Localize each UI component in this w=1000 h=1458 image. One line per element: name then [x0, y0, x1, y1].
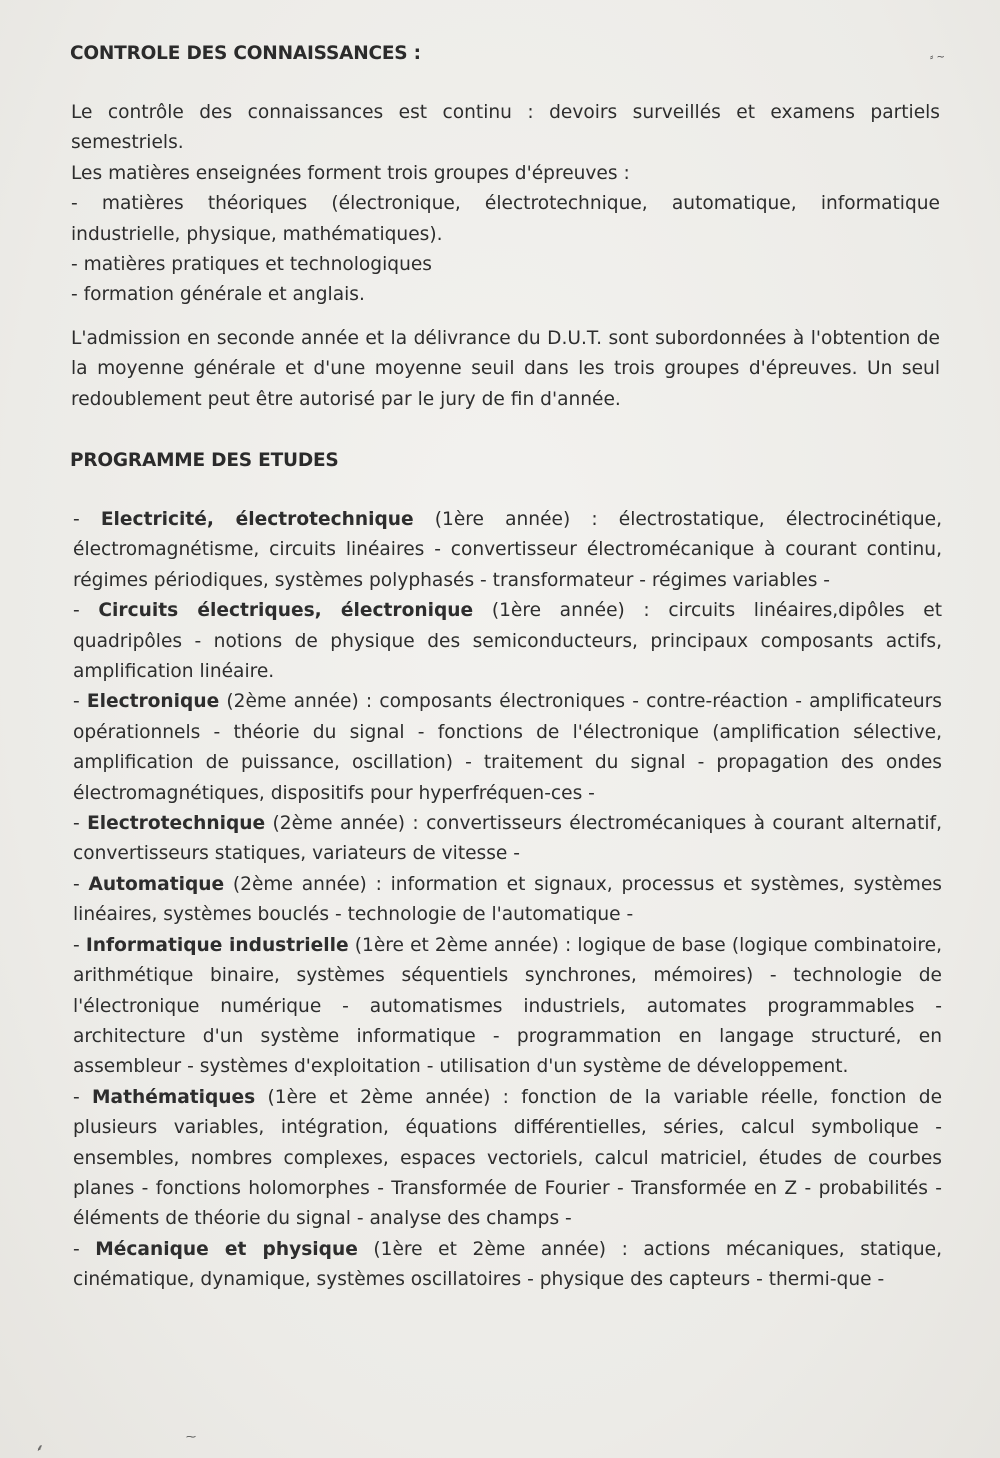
course-description: (1ère année) : circuits linéaires,dipôles et quadripôles - notions de physique des semiconducteurs, principaux composants actifs, amplification linéaire. [73, 600, 943, 683]
course-prefix: - [73, 600, 99, 622]
course-prefix: - [73, 509, 101, 530]
course-description: (2ème année) : convertisseurs électromécaniques à courant alternatif, convertisseurs statiques, variateurs de vitesse - [73, 813, 942, 865]
course-description: (1ère année) : électrostatique, électrocinétique, électromagnétisme, circuits linéaires - convertisseur électromécanique à courant continu, régimes périodiques, systèmes polyphasés - transformateur - régimes variables - [73, 509, 943, 591]
scan-speck-mark: ⸗ ~ [930, 52, 945, 63]
course-item [73, 596, 942, 687]
course-description: (2ème année) : information et signaux, processus et systèmes, systèmes linéaires, systèmes bouclés - technologie de l'automatique - [73, 873, 942, 926]
controle-line: Le contrôle des connaissances est continu : devoirs surveillés et examens partiels semestriels. [71, 102, 940, 154]
controle-line: - matières pratiques et technologiques [71, 254, 432, 276]
course-item [73, 870, 942, 931]
course-item [73, 505, 942, 596]
course-item [73, 1235, 942, 1296]
course-description: (1ère et 2ème année) : actions mécaniques, statique, cinématique, dynamique, systèmes oscillatoires - physique des capteurs - thermi-que - [73, 1238, 943, 1291]
course-subject: Automatique [88, 873, 225, 895]
course-subject: Circuits électriques, électronique [98, 600, 474, 622]
section-heading-controle: CONTROLE DES CONNAISSANCES : [70, 43, 421, 64]
course-subject: Electronique [86, 691, 220, 713]
course-item [73, 1083, 942, 1235]
course-subject: Electrotechnique [87, 813, 266, 835]
course-subject: Mathématiques [92, 1086, 256, 1108]
course-item [73, 687, 942, 809]
controle-line: - formation générale et anglais. [71, 284, 365, 306]
course-description: (1ère et 2ème année) : fonction de la variable réelle, fonction de plusieurs variables, intégration, équations différentielles, séries, calcul symbolique - ensembles, nombres complexes, espaces vectoriels, calcul matriciel, études de courbes planes - fonctions holomorphes - Transformée de Fourier - Transformée en Z - probabilités - éléments de théorie du signal - analyse des champs - [73, 1086, 943, 1230]
course-prefix: - [73, 691, 87, 713]
course-prefix: - [73, 1238, 96, 1260]
course-description: (1ère et 2ème année) : logique de base (logique combinatoire, arithmétique binaire, systèmes séquentiels synchrones, mémoires) - technologie de l'électronique numérique - automatismes industriels, automates programmables - architecture d'un système informatique - programmation en langage structuré, en assembleur - systèmes d'exploitation - utilisation d'un système de développement. [73, 934, 942, 1078]
course-item [73, 931, 942, 1083]
course-prefix: - [73, 1086, 93, 1108]
course-subject: Electricité, électrotechnique [100, 509, 414, 530]
course-prefix: - [73, 873, 89, 895]
course-subject: Informatique industrielle [85, 934, 349, 956]
course-description: (2ème année) : composants électroniques - contre-réaction - amplificateurs opérationnels - théorie du signal - fonctions de l'électronique (amplification sélective, amplification de puissance, oscillation) - traitement du signal - propagation des ondes électromagnétiques, dispositifs pour hyperfréquen-ces - [73, 691, 942, 804]
admission-text: L'admission en seconde année et la délivrance du D.U.T. sont subordonnées à l'obtention de la moyenne générale et d'une moyenne seuil dans les trois groupes d'épreuves. Un seul redoublement peut être autorisé par le jury de fin d'année. [71, 328, 940, 410]
programme-list [73, 505, 942, 1296]
admission-paragraph [71, 324, 940, 415]
controle-line: - matières théoriques (électronique, électrotechnique, automatique, informatique industrielle, physique, mathématiques). [71, 193, 940, 245]
course-prefix: - [73, 934, 86, 956]
scan-speck-mark: ⸙ [36, 1443, 44, 1454]
course-item [73, 809, 942, 870]
section-heading-programme: PROGRAMME DES ETUDES [70, 450, 339, 471]
controle-line: Les matières enseignées forment trois groupes d'épreuves : [71, 162, 630, 184]
course-prefix: - [73, 813, 88, 835]
scan-speck-mark: ⁓ [186, 1432, 196, 1443]
controle-paragraph [71, 98, 940, 311]
course-subject: Mécanique et physique [95, 1238, 358, 1260]
